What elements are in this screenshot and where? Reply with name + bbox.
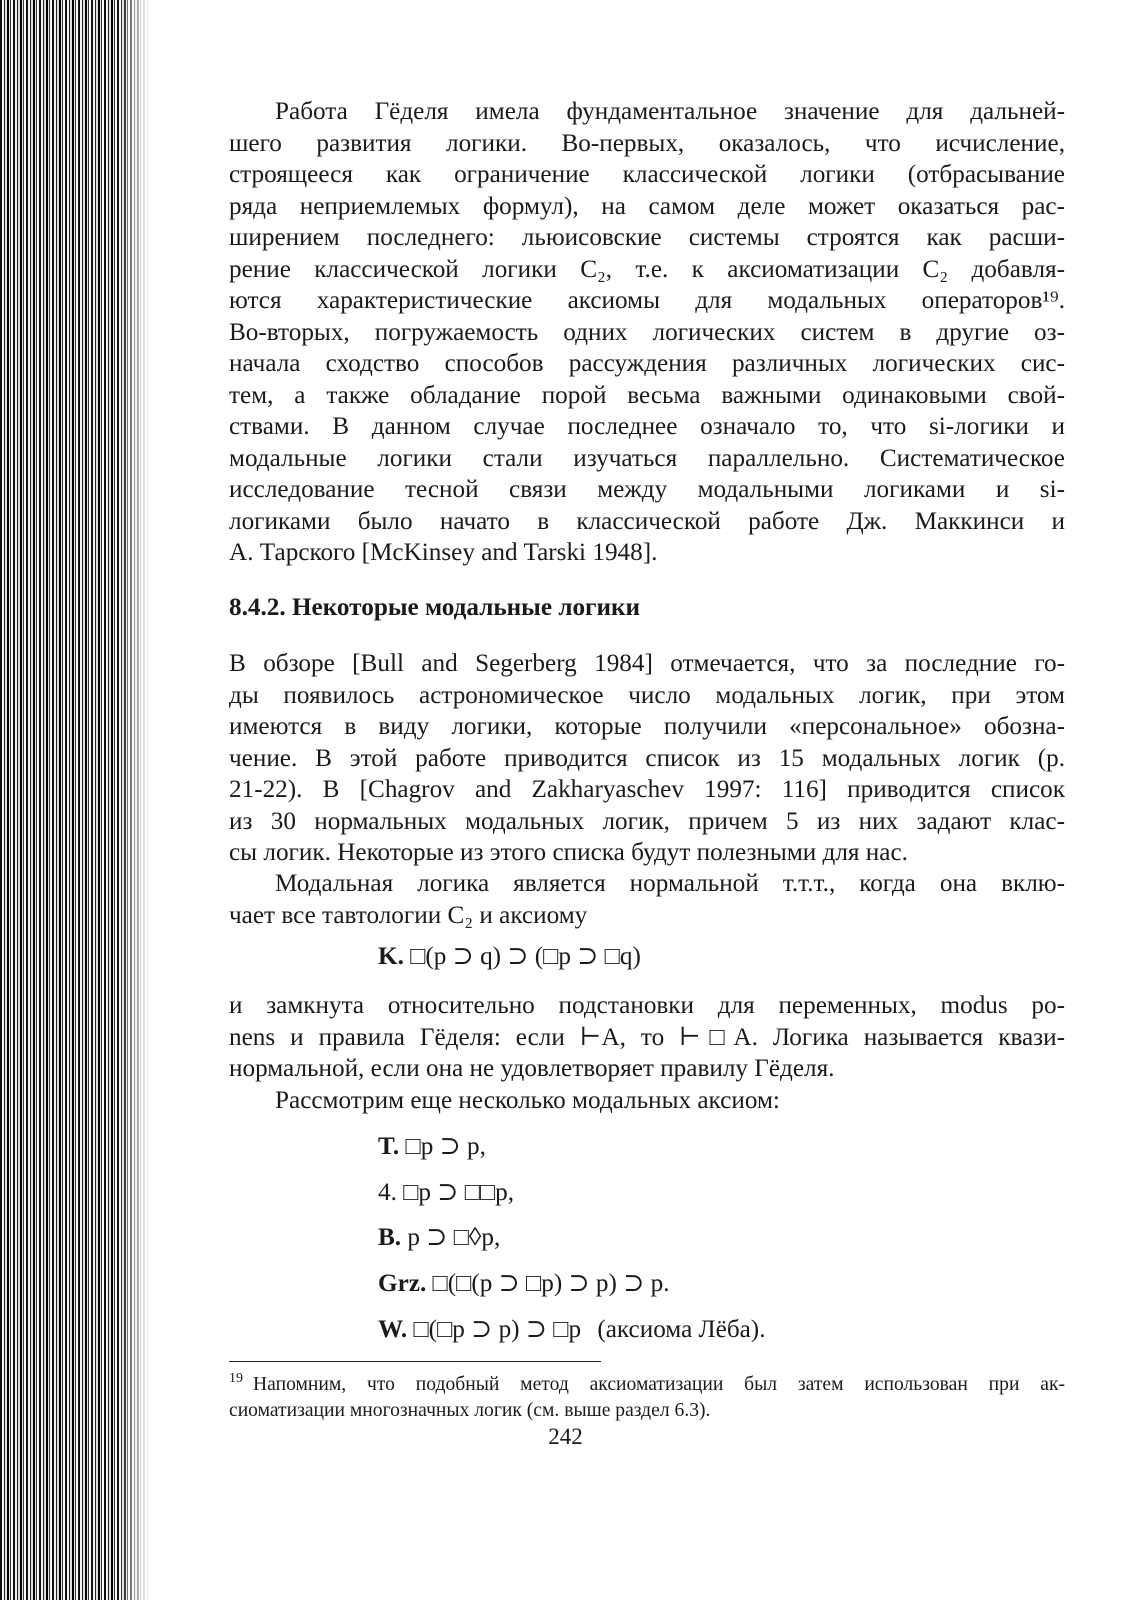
- axiom-label: B.: [378, 1224, 402, 1251]
- text-line: шего развития логики. Во-первых, оказалось, что исчисление,: [229, 129, 1065, 157]
- text-line: рение классической логики C₂, т.е. к аксиоматизации C₂ добавля-: [229, 255, 1065, 283]
- text-line: В обзоре [Bull and Segerberg 1984] отмечается, что за последние го-: [229, 650, 1065, 677]
- text-line: А. Тарского [McKinsey and Tarski 1948].: [229, 539, 658, 566]
- axiom-4: [378, 1177, 514, 1209]
- paragraph-2: [229, 648, 1065, 869]
- text-line: из 30 нормальных модальных логик, причем 5 из них задают клас-: [229, 807, 1065, 835]
- text-line: Работа Гёделя имела фундаментальное значение для дальней-: [275, 98, 1065, 125]
- footnote-line: сиоматизации многозначных логик (см. выше раздел 6.3).: [229, 1400, 711, 1421]
- paragraph-3: [229, 868, 1065, 931]
- axiom-label: T.: [378, 1133, 400, 1160]
- axiom-label: W.: [378, 1316, 408, 1343]
- axiom-note: (аксиома Лёба).: [597, 1316, 766, 1343]
- text-line: тем, а также обладание порой весьма важными одинаковыми свой-: [229, 381, 1065, 409]
- footnote-text: Напомним, что подобный метод аксиоматизации был затем использован при ак-: [253, 1374, 1065, 1395]
- section-heading: 8.4.2. Некоторые модальные логики: [229, 594, 641, 621]
- axiom-formula: □(p ⊃ q) ⊃ (□p ⊃ □q): [410, 943, 641, 970]
- axiom-formula: □(□(p ⊃ □p) ⊃ p) ⊃ p.: [432, 1270, 670, 1297]
- footnote-line: [229, 1372, 1065, 1398]
- footnote-separator: [229, 1361, 601, 1362]
- paragraph-4: [229, 990, 1065, 1116]
- footnote-mark: 19: [229, 1371, 243, 1387]
- text-line: Рассмотрим еще несколько модальных аксиом:: [275, 1086, 780, 1114]
- text-line: ются характеристические аксиомы для модальных операторов¹⁹.: [229, 287, 1065, 314]
- text-line: чает все тавтологии C₂ и аксиому: [229, 901, 588, 929]
- text-line: ширением последнего: льюисовские системы строятся как расши-: [229, 224, 1065, 251]
- axiom-label: Grz.: [378, 1270, 427, 1297]
- axiom-label: 4.: [378, 1179, 397, 1206]
- text-line: начала сходство способов рассуждения различных логических сис-: [229, 350, 1065, 377]
- axiom-label: K.: [378, 943, 404, 970]
- footnote: [229, 1372, 1065, 1424]
- text-line: чение. В этой работе приводится список из 15 модальных логик (р.: [229, 744, 1065, 772]
- text-line: Во-вторых, погружаемость одних логических систем в другие оз-: [229, 318, 1065, 346]
- axiom-b: [378, 1222, 500, 1254]
- text-line: ствами. В данном случае последнее означало то, что si-логики и: [229, 413, 1065, 440]
- axiom-grz: [378, 1268, 670, 1300]
- text-line: Модальная логика является нормальной т.т.т., когда она вклю-: [275, 870, 1065, 897]
- axiom-t: [378, 1131, 486, 1163]
- paragraph-1: [229, 96, 1065, 569]
- axiom-formula: □(□p ⊃ p) ⊃ □p: [413, 1316, 582, 1343]
- text-line: имеются в виду логики, которые получили «персональное» обозна-: [229, 713, 1065, 740]
- axiom-k: [378, 941, 641, 973]
- text-line: сы логик. Некоторые из этого списка будут полезными для нас.: [229, 839, 908, 866]
- text-line: и замкнута относительно подстановки для переменных, modus po-: [229, 992, 1065, 1019]
- text-line: логиками было начато в классической работе Дж. Маккинси и: [229, 507, 1065, 535]
- text-line: nens и правила Гёделя: если ⊢A, то ⊢□A. Логика называется квази-: [229, 1023, 1065, 1051]
- axiom-formula: □p ⊃ p,: [405, 1133, 486, 1160]
- axiom-formula: p ⊃ □◊p,: [407, 1224, 501, 1251]
- axiom-w: [378, 1314, 766, 1346]
- text-line: ды появилось астрономическое число модальных логик, при этом: [229, 681, 1065, 709]
- text-line: 21-22). В [Chagrov and Zakharyaschev 1997: 116] приводится список: [229, 776, 1065, 803]
- text-line: исследование тесной связи между модальными логиками и si-: [229, 476, 1065, 503]
- text-line: строящееся как ограничение классической логики (отбрасывание: [229, 161, 1065, 188]
- text-line: модальные логики стали изучаться параллельно. Систематическое: [229, 444, 1065, 472]
- axiom-formula: □p ⊃ □□p,: [403, 1179, 515, 1206]
- text-line: ряда неприемлемых формул), на самом деле может оказаться рас-: [229, 192, 1065, 220]
- spine-fade: [118, 0, 154, 1600]
- page-number: 242: [548, 1424, 583, 1449]
- text-line: нормальной, если она не удовлетворяет правилу Гёделя.: [229, 1055, 835, 1082]
